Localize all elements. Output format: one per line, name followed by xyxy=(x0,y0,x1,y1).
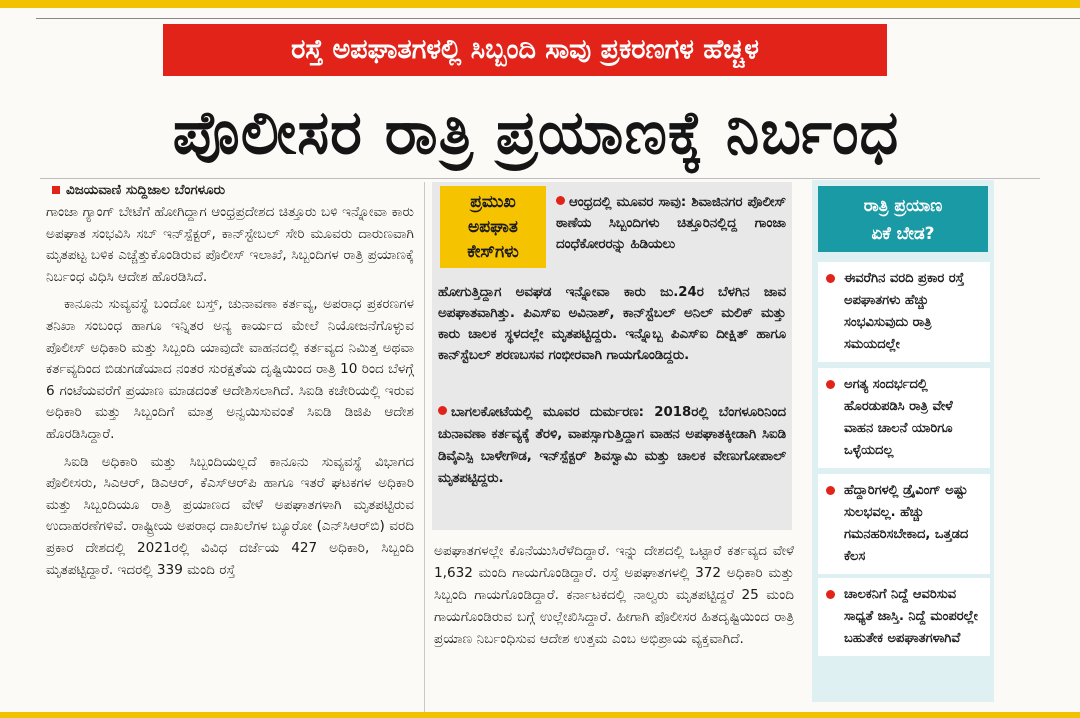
sidebar-item-2-text: ಅಗತ್ಯ ಸಂದರ್ಭದಲ್ಲಿ ಹೊರಡುಪಡಿಸಿ ರಾತ್ರಿ ವೇಳೆ ವಾಹನ ಚಾಲನೆ ಯಾರಿಗೂ ಒಳ್ಳೆಯದಲ್ಲ xyxy=(844,377,953,458)
sidebar-item-3-text: ಹೆದ್ದಾರಿಗಳಲ್ಲಿ ಡ್ರೈವಿಂಗ್ ಅಷ್ಟು ಸುಲಭವಲ್ಲ. ಹೆಚ್ಚು ಗಮನಹರಿಸಬೇಕಾದ, ಒತ್ತಡದ ಕೆಲಸ xyxy=(844,483,969,564)
sidebar-item-1-text: ಈವರೆಗಿನ ವರದಿ ಪ್ರಕಾರ ರಸ್ತೆ ಅಪಘಾತಗಳು ಹೆಚ್ಚು ಸಂಭವಿಸುವುದು ರಾತ್ರಿ ಸಮಯದಲ್ಲೇ xyxy=(844,271,965,352)
sidebar-title-line-1: ರಾತ್ರಿ ಪ್ರಯಾಣ xyxy=(863,196,943,216)
sidebar-item-4 xyxy=(818,578,990,656)
paragraph-3: ಸಿಐಡಿ ಅಧಿಕಾರಿ ಮತ್ತು ಸಿಬ್ಬಂದಿಯಲ್ಲದೆ ಕಾನೂನು ಸುವ್ಯವಸ್ಥೆ ವಿಭಾಗದ ಪೊಲೀಸರು, ಸಿಎಆರ್, ಡಿಎಆರ್, ಕೆಎಸ್‌ಆರ್‌ಪಿ ಹಾಗೂ ಇತರೆ ಘಟಕಗಳ ಅಧಿಕಾರಿ ಮತ್ತು ಸಿಬ್ಬಂದಿಯೂ ರಾತ್ರಿ ಪ್ರಯಾಣದ ವೇಳೆ ಅಪಘಾತಗಳಾಗಿ ಮೃತಪಟ್ಟಿರುವ ಉದಾಹರಣೆಗಳಿವೆ. ರಾಷ್ಟ್ರೀಯ ಅಪರಾಧ ದಾಖಲೆಗಳ ಬ್ಯೂರೋ (ಎನ್‌ಸಿಆರ್‌ಬಿ) ವರದಿ ಪ್ರಕಾರ ದೇಶದಲ್ಲಿ 2021ರಲ್ಲಿ ವಿವಿಧ ದರ್ಜೆಯ 427 ಅಧಿಕಾರಿ, ಸಿಬ್ಬಂದಿ ಮೃತಪಟ್ಟಿದ್ದಾರೆ. ಇದರಲ್ಲಿ 339 ಮಂದಿ ರಸ್ತೆ xyxy=(46,453,414,578)
sidebar-item-4-text: ಚಾಲಕನಿಗೆ ನಿದ್ದೆ ಆವರಿಸುವ ಸಾಧ್ಯತೆ ಜಾಸ್ತಿ. ನಿದ್ದೆ ಮಂಪರಲ್ಲೇ ಬಹುತೇಕ ಅಪಘಾತಗಳಾಗಿವೆ xyxy=(844,587,978,646)
cases-tag xyxy=(440,186,546,268)
byline-marker-icon xyxy=(52,186,60,194)
sidebar-title xyxy=(818,186,988,252)
sidebar-item-3 xyxy=(818,474,990,574)
column-divider xyxy=(424,182,425,712)
top-rule xyxy=(36,8,1080,19)
byline-text: ವಿಜಯವಾಣಿ ಸುದ್ದಿಜಾಲ ಬೆಂಗಳೂರು xyxy=(66,182,226,198)
headline: ಪೊಲೀಸರ ರಾತ್ರಿ ಪ್ರಯಾಣಕ್ಕೆ ನಿರ್ಬಂಧ xyxy=(172,98,900,168)
cases-tag-line-3: ಕೇಸ್‌ಗಳು xyxy=(467,242,519,262)
left-column xyxy=(46,182,414,712)
case-2-text: ಬಾಗಲಕೋಟೆಯಲ್ಲಿ ಮೂವರ ದುರ್ಮರಣ: 2018ರಲ್ಲಿ ಬೆಂಗಳೂರಿನಿಂದ ಚುನಾವಣಾ ಕರ್ತವ್ಯಕ್ಕೆ ತೆರಳಿ, ವಾಪಸ್ಸಾಗುತ್ತಿದ್ದಾಗ ವಾಹನ ಅಪಘಾತಕ್ಕೀಡಾಗಿ ಸಿಐಡಿ ಡಿವೈಎಸ್ಪಿ ಬಾಳೇಗೌಡ, ಇನ್‌ಸ್ಪೆಕ್ಟರ್ ಶಿವಸ್ವಾಮಿ ಮತ್ತು ಚಾಲಕ ವೇಣುಗೋಪಾಲ್ ಮೃತಪಟ್ಟಿದ್ದರು. xyxy=(438,405,786,486)
bullet-dot-icon xyxy=(826,590,835,599)
bullet-dot-icon xyxy=(826,274,835,283)
sidebar-title-line-2: ಏಕೆ ಬೇಡ? xyxy=(871,224,935,244)
sidebar-item-1 xyxy=(818,262,990,362)
case-2 xyxy=(438,402,786,490)
cases-tag-line-2: ಅಪಘಾತ xyxy=(468,217,518,237)
middle-continuation: ಅಪಘಾತಗಳಲ್ಲೇ ಕೊನೆಯುಸಿರೆಳೆದಿದ್ದಾರೆ. ಇನ್ನು ದೇಶದಲ್ಲಿ ಒಟ್ಟಾರೆ ಕರ್ತವ್ಯದ ವೇಳೆ 1,632 ಮಂದಿ ಗಾಯಗೊಂಡಿದ್ದಾರೆ. ರಸ್ತೆ ಅಪಘಾತಗಳಲ್ಲಿ 372 ಅಧಿಕಾರಿ ಮತ್ತು ಸಿಬ್ಬಂದಿ ಗಾಯಗೊಂಡಿದ್ದಾರೆ. ಕರ್ನಾಟಕದಲ್ಲಿ ನಾಲ್ವರು ಮೃತಪಟ್ಟಿದ್ದರೆ 25 ಮಂದಿ ಗಾಯಗೊಂಡಿರುವ ಬಗ್ಗೆ ಉಲ್ಲೇಖಿಸಿದ್ದಾರೆ. ಹೀಗಾಗಿ ಪೊಲೀಸರ ಹಿತದೃಷ್ಟಿಯಿಂದ ರಾತ್ರಿ ಪ್ರಯಾಣ ನಿರ್ಬಂಧಿಸುವ ಆದೇಶ ಉತ್ತಮ ಎಂಬ ಅಭಿಪ್ರಾಯ ವ್ಯಕ್ತವಾಗಿದೆ. xyxy=(434,543,794,647)
headline-separator xyxy=(40,178,1040,179)
bullet-dot-icon xyxy=(826,380,835,389)
case-1-intro xyxy=(556,192,786,255)
paragraph-1: ಗಾಂಜಾ ಗ್ಯಾಂಗ್ ಬೇಟೆಗೆ ಹೋಗಿದ್ದಾಗ ಆಂಧ್ರಪ್ರದೇಶದ ಚಿತ್ತೂರು ಬಳಿ ಇನ್ನೋವಾ ಕಾರು ಅಪಘಾತ ಸಂಭವಿಸಿ ಸಬ್ ಇನ್‌ಸ್ಪೆಕ್ಟರ್, ಕಾನ್‌ಸ್ಟೇಬಲ್ ಸೇರಿ ಮೂವರು ದಾರುಣವಾಗಿ ಮೃತಪಟ್ಟ ಬಳಿಕ ಎಚ್ಚೆತ್ತುಕೊಂಡಿರುವ ಪೊಲೀಸ್ ಇಲಾಖೆ, ಸಿಬ್ಬಂದಿಗಳ ರಾತ್ರಿ ಪ್ರಯಾಣಕ್ಕೆ ನಿರ್ಬಂಧ ವಿಧಿಸಿ ಆದೇಶ ಹೊರಡಿಸಿದೆ. xyxy=(46,204,414,285)
bullet-dot-icon xyxy=(556,196,565,205)
sidebar-item-2 xyxy=(818,368,990,468)
case-1-intro-text: ಆಂಧ್ರದಲ್ಲಿ ಮೂವರ ಸಾವು: ಶಿವಾಜಿನಗರ ಪೊಲೀಸ್ ಠಾಣೆಯ ಸಿಬ್ಬಂದಿಗಳು ಚಿತ್ತೂರಿನಲ್ಲಿದ್ದ ಗಾಂಜಾ ದಂಧೆಕೋರರನ್ನು ಹಿಡಿಯಲು xyxy=(556,195,786,252)
case-1-body: ಹೋಗುತ್ತಿದ್ದಾಗ ಅವಘಡ ಇನ್ನೋವಾ ಕಾರು ಜು.24ರ ಬೆಳಗಿನ ಜಾವ ಅಪಘಾತವಾಗಿತ್ತು. ಪಿಎಸ್‌ಐ ಅವಿನಾಶ್, ಕಾನ್‌ಸ್ಟೆಬಲ್ ಅನಿಲ್ ಮಲಿಕ್ ಮತ್ತು ಕಾರು ಚಾಲಕ ಸ್ಥಳದಲ್ಲೇ ಮೃತಪಟ್ಟಿದ್ದರು. ಇನ್ನೊಬ್ಬ ಪಿಎಸ್‌ಐ ದೀಕ್ಷಿತ್ ಹಾಗೂ ಕಾನ್‌ಸ್ಟೆಬಲ್ ಶರಣಬಸವ ಗಂಭೀರವಾಗಿ ಗಾಯಗೊಂಡಿದ್ದರು. xyxy=(438,285,786,363)
kicker-banner: ರಸ್ತೆ ಅಪಘಾತಗಳಲ್ಲಿ ಸಿಬ್ಬಂದಿ ಸಾವು ಪ್ರಕರಣಗಳ ಹೆಚ್ಚಳ xyxy=(163,24,887,76)
bottom-color-strip xyxy=(0,712,1080,718)
bullet-dot-icon xyxy=(438,406,447,415)
bullet-dot-icon xyxy=(826,486,835,495)
paragraph-2: ಕಾನೂನು ಸುವ್ಯವಸ್ಥೆ ಬಂದೋ ಬಸ್ತ್, ಚುನಾವಣಾ ಕರ್ತವ್ಯ, ಅಪರಾಧ ಪ್ರಕರಣಗಳ ತನಿಖಾ ಸಂಬಂಧ ಹಾಗೂ ಇನ್ನಿತರ ಅನ್ಯ ಕಾರ್ಯದ ಮೇಲೆ ನಿಯೋಜನೆಗೊಳ್ಳುವ ಪೊಲೀಸ್ ಅಧಿಕಾರಿ ಮತ್ತು ಸಿಬ್ಬಂದಿ ಯಾವುದೇ ವಾಹನದಲ್ಲಿ ಕರ್ತವ್ಯದ ನಿಮಿತ್ತ ಅಥವಾ ಕರ್ತವ್ಯದಿಂದ ಬಿಡುಗಡೆಯಾದ ನಂತರ ಸುರಕ್ಷತೆಯ ದೃಷ್ಟಿಯಿಂದ ರಾತ್ರಿ 10 ರಿಂದ ಬೆಳಗ್ಗೆ 6 ಗಂಟೆಯವರೆಗೆ ಪ್ರಯಾಣ ಮಾಡದಂತೆ ಆದೇಶಿಸಲಾಗಿದೆ. ಸಿಐಡಿ ಕಚೇರಿಯಲ್ಲಿ ಇರುವ ಅಧಿಕಾರಿ ಮತ್ತು ಸಿಬ್ಬಂದಿಗೆ ಮಾತ್ರ ಅನ್ವಯಿಸುವಂತೆ ಸಿಐಡಿ ಡಿಜಿಪಿ ಆದೇಶ ಹೊರಡಿಸಿದ್ದಾರೆ. xyxy=(46,296,414,442)
byline xyxy=(52,182,414,198)
top-color-strip xyxy=(0,0,1080,8)
cases-tag-line-1: ಪ್ರಮುಖ xyxy=(470,192,516,212)
